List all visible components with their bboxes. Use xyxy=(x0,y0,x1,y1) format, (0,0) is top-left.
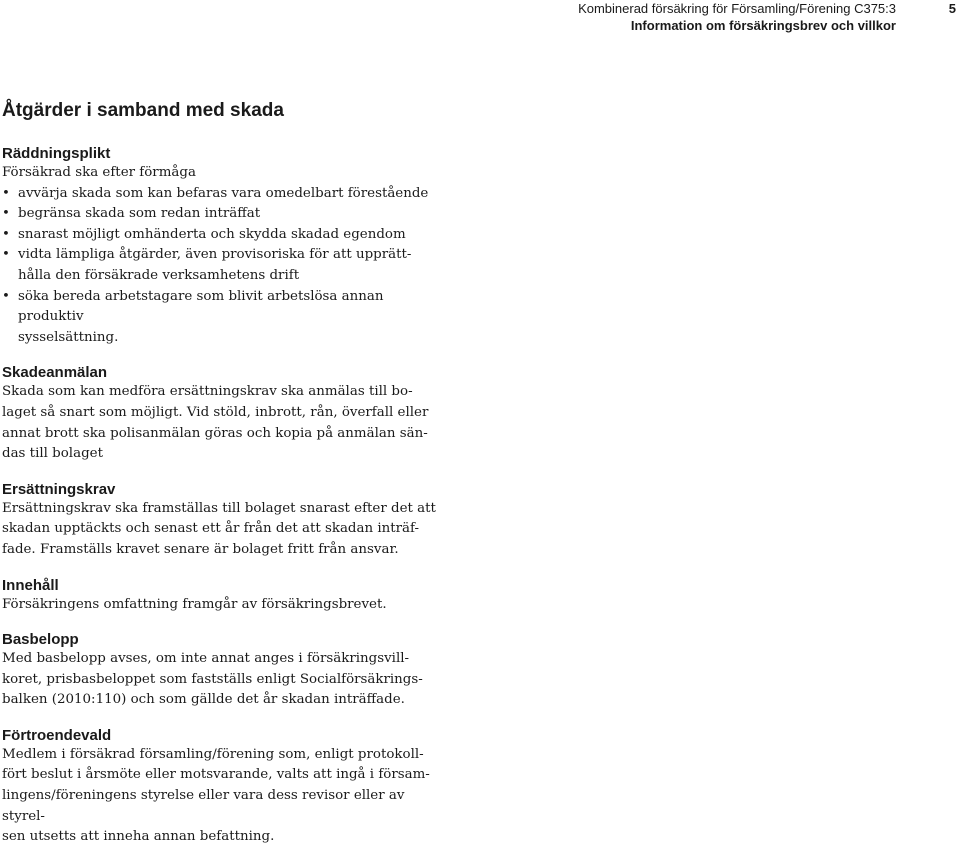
section-basbelopp xyxy=(2,630,442,711)
header-document-title: Kombinerad försäkring för Församling/Förening C375:3 xyxy=(578,1,896,16)
section-body: Försäkringens omfattning framgår av försäkringsbrevet. xyxy=(2,596,387,612)
header-document-subtitle: Information om försäkringsbrev och villkor xyxy=(630,18,896,33)
bullet-item: • avvärja skada som kan befaras vara omedelbart förestående xyxy=(2,184,442,205)
section-heading: Basbelopp xyxy=(2,631,79,649)
bullet-item: • söka bereda arbetstagare som blivit arbetslösa annan produktiv sysselsättning. xyxy=(2,288,384,345)
bullet-icon: • xyxy=(2,185,10,201)
bullet-item: • begränsa skada som redan inträffat xyxy=(2,204,442,225)
section-body: Medlem i försäkrad församling/förening som, enligt protokoll- fört beslut i årsmöte eller motsvarande, valts att ingå i försam- lingens/föreningens styrelse eller vara dess revisor eller av styrel- sen utsetts att inneha annan befattning. xyxy=(2,746,430,845)
main-content xyxy=(2,99,442,863)
section-heading: Räddningsplikt xyxy=(2,145,111,162)
bullet-icon: • xyxy=(2,247,10,263)
section-raddningsplikt xyxy=(2,144,442,348)
bullet-icon: • xyxy=(2,288,10,304)
section-innehall xyxy=(2,576,442,616)
section-skadeanmalan xyxy=(2,363,442,464)
section-body: Ersättningskrav ska framställas till bolaget snarast efter det att skadan upptäckts och senast ett år från det att skadan inträf- fade. Framställs kravet senare är bolaget fritt från ansvar. xyxy=(2,500,436,557)
bullet-icon: • xyxy=(2,226,10,242)
page-header xyxy=(578,0,896,34)
bullet-icon: • xyxy=(2,206,10,222)
section-heading: Ersättningskrav xyxy=(2,480,116,498)
bullet-item: • snarast möjligt omhänderta och skydda skadad egendom xyxy=(2,225,442,246)
page-number: 5 xyxy=(948,1,956,16)
section-ersattningskrav xyxy=(2,480,442,561)
section-body: Med basbelopp avses, om inte annat anges i försäkringsvill- koret, prisbasbeloppet som fastställs enligt Socialförsäkrings- balken (2010:110) och som gällde det år skadan inträffade. xyxy=(2,651,423,708)
page-title: Åtgärder i samband med skada xyxy=(2,100,284,121)
section-heading: Förtroendevald xyxy=(2,726,112,744)
section-intro: Försäkrad ska efter förmåga xyxy=(2,165,196,180)
bullet-list xyxy=(2,184,442,349)
bullet-item: • vidta lämpliga åtgärder, även provisoriska för att upprätt- hålla den försäkrade verksamhetens drift xyxy=(2,247,412,283)
section-body: Skada som kan medföra ersättningskrav ska anmälas till bo- laget så snart som möjligt. Vid stöld, inbrott, rån, överfall eller annat brott ska polisanmälan göras och kopia på anmälan sän- das till bolaget xyxy=(2,384,429,462)
section-heading: Skadeanmälan xyxy=(2,364,108,382)
section-heading: Innehåll xyxy=(2,576,59,594)
section-fortroendevald xyxy=(2,726,442,848)
